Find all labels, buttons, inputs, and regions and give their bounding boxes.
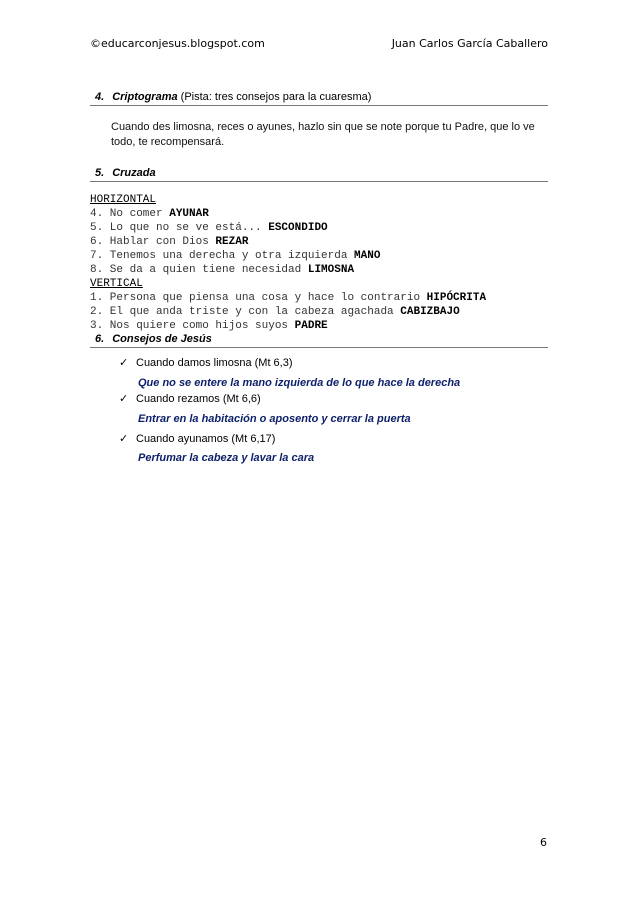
clue-row (90, 305, 486, 319)
clue-answer: PADRE (294, 320, 328, 332)
advice-answer: Perfumar la cabeza y lavar la cara (138, 452, 315, 464)
clue-answer: REZAR (215, 236, 249, 248)
clue-text: 3. Nos quiere como hijos suyos (90, 320, 295, 332)
section-5-number: 5. (95, 167, 105, 179)
section-5-title: Cruzada (112, 167, 156, 179)
clue-answer: AYUNAR (169, 208, 209, 220)
advice-item (119, 392, 261, 405)
header-author: Juan Carlos García Caballero (391, 37, 548, 50)
clue-row (90, 263, 486, 277)
advice-label: Cuando damos limosna (Mt 6,3) (136, 357, 293, 369)
check-mark-icon: ✓ (119, 433, 129, 445)
section-4-line-2: todo, te recompensará. (111, 136, 225, 148)
clue-answer: MANO (354, 250, 381, 262)
horizontal-label: HORIZONTAL (90, 194, 157, 206)
section-4-line-1: Cuando des limosna, reces o ayunes, hazlo sin que se note porque tu Padre, que lo ve (111, 121, 535, 133)
section-6-number: 6. (95, 333, 105, 345)
crossword-clues (90, 193, 486, 333)
check-mark-icon: ✓ (119, 357, 129, 369)
advice-answer: Que no se entere la mano izquierda de lo que hace la derecha (138, 377, 461, 389)
advice-label: Cuando rezamos (Mt 6,6) (136, 393, 261, 405)
clue-row (90, 207, 486, 221)
clue-text: 6. Hablar con Dios (90, 236, 216, 248)
page-number: 6 (540, 836, 547, 849)
section-5-heading (90, 167, 548, 182)
clue-answer: CABIZBAJO (400, 306, 460, 318)
vertical-label: VERTICAL (90, 278, 143, 290)
clue-answer: HIPÓCRITA (426, 292, 487, 304)
clue-answer: ESCONDIDO (268, 222, 328, 234)
section-4-number: 4. (95, 91, 105, 103)
clue-answer: LIMOSNA (307, 264, 355, 276)
clue-row (90, 319, 486, 333)
clue-row (90, 291, 486, 305)
clue-text: 2. El que anda triste y con la cabeza agachada (90, 306, 401, 318)
section-4-hint: (Pista: tres consejos para la cuaresma) (180, 91, 372, 103)
advice-label: Cuando ayunamos (Mt 6,17) (136, 433, 276, 445)
clue-text: 1. Persona que piensa una cosa y hace lo contrario (90, 292, 427, 304)
section-4-title: Criptograma (112, 91, 178, 103)
check-mark-icon: ✓ (119, 393, 129, 405)
header-site: ©educarconjesus.blogspot.com (90, 37, 265, 50)
section-6-title: Consejos de Jesús (112, 333, 212, 345)
advice-answer: Entrar en la habitación o aposento y cerrar la puerta (138, 413, 411, 425)
clue-text: 8. Se da a quien tiene necesidad (90, 264, 308, 276)
advice-item (119, 432, 275, 445)
clue-row (90, 221, 486, 235)
section-4-text (111, 120, 547, 150)
clue-row (90, 235, 486, 249)
clue-text: 7. Tenemos una derecha y otra izquierda (90, 250, 355, 262)
section-6-heading (90, 333, 548, 348)
clue-text: 5. Lo que no se ve está... (90, 222, 269, 234)
clue-row (90, 249, 486, 263)
clue-text: 4. No comer (90, 208, 170, 220)
advice-item (119, 356, 293, 369)
section-4-heading (90, 91, 548, 106)
